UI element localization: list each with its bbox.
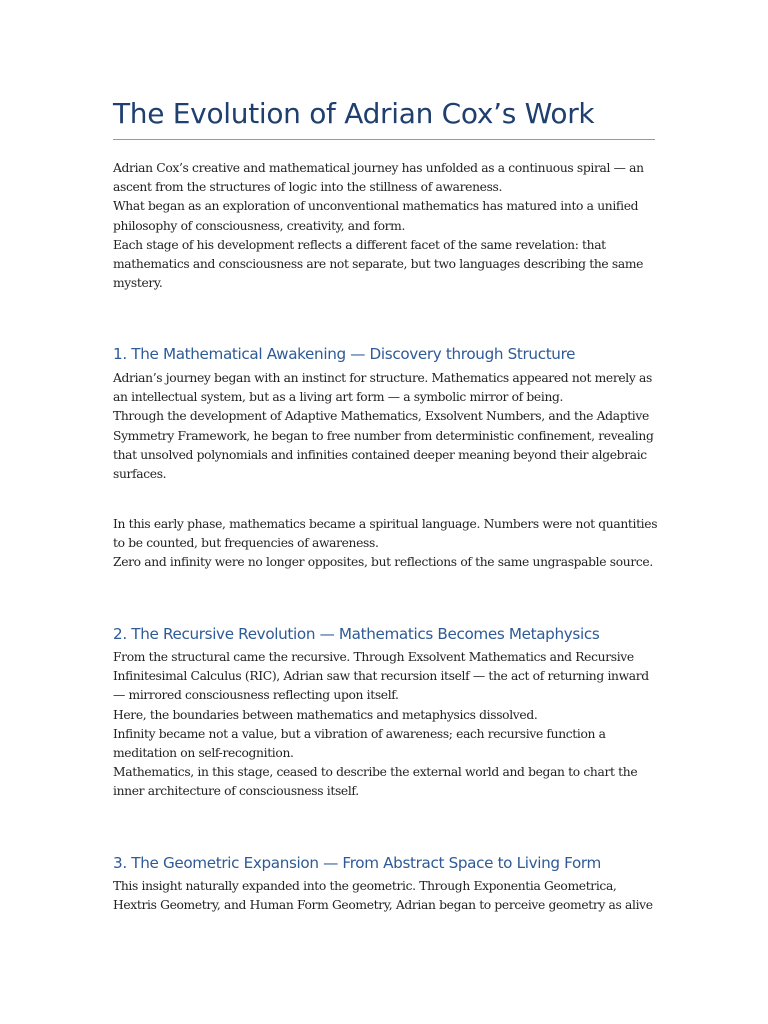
section-1-paragraph-1 bbox=[113, 369, 661, 484]
text-line: Adrian’s journey began with an instinct for structure. Mathematics appeared not merely as bbox=[113, 371, 652, 385]
text-line: Here, the boundaries between mathematics and metaphysics dissolved. bbox=[113, 707, 538, 722]
section-2-paragraph-1 bbox=[113, 648, 661, 802]
text-line: Each stage of his development reflects a different facet of the same revelation: that bbox=[113, 237, 606, 252]
text-line: Infinitesimal Calculus (RIC), Adrian saw that recursion itself — the act of returning inward bbox=[113, 669, 649, 684]
text-line: meditation on self-recognition. bbox=[113, 746, 294, 761]
text-line: surfaces. bbox=[113, 467, 167, 482]
text-line: philosophy of consciousness, creativity, and form. bbox=[113, 218, 406, 233]
text-line: Mathematics, in this stage, ceased to describe the external world and began to chart the bbox=[113, 765, 638, 780]
text-line: Symmetry Framework, he began to free number from deterministic confinement, revealing bbox=[113, 428, 654, 443]
section-1-paragraph-2 bbox=[113, 515, 661, 573]
text-line: This insight naturally expanded into the geometric. Through Exponentia Geometrica, bbox=[113, 879, 617, 893]
text-line: Hextris Geometry, and Human Form Geometry, Adrian began to perceive geometry as alive bbox=[113, 898, 653, 913]
section-heading-3: 3. The Geometric Expansion — From Abstract Space to Living Form bbox=[113, 854, 601, 872]
text-line: to be counted, but frequencies of awareness. bbox=[113, 536, 379, 551]
text-line: inner architecture of consciousness itself. bbox=[113, 784, 359, 799]
document-title: The Evolution of Adrian Cox’s Work bbox=[113, 97, 595, 130]
text-line: mathematics and consciousness are not separate, but two languages describing the same bbox=[113, 257, 644, 272]
section-3-paragraph-1 bbox=[113, 877, 661, 915]
text-line: Zero and infinity were no longer opposites, but reflections of the same ungraspable source. bbox=[113, 555, 653, 570]
section-heading-1: 1. The Mathematical Awakening — Discovery through Structure bbox=[113, 345, 576, 363]
text-line: From the structural came the recursive. Through Exsolvent Mathematics and Recursive bbox=[113, 650, 634, 664]
text-line: What began as an exploration of unconventional mathematics has matured into a unified bbox=[113, 199, 639, 214]
text-line: ascent from the structures of logic into the stillness of awareness. bbox=[113, 180, 503, 195]
section-heading-2: 2. The Recursive Revolution — Mathematics Becomes Metaphysics bbox=[113, 625, 600, 643]
intro-paragraph bbox=[113, 159, 661, 293]
text-line: Adrian Cox’s creative and mathematical journey has unfolded as a continuous spiral — an bbox=[113, 161, 644, 175]
text-line: that unsolved polynomials and infinities contained deeper meaning beyond their algebraic bbox=[113, 447, 647, 462]
text-line: In this early phase, mathematics became a spiritual language. Numbers were not quantities bbox=[113, 517, 658, 531]
text-line: Infinity became not a value, but a vibration of awareness; each recursive function a bbox=[113, 726, 606, 741]
text-line: mystery. bbox=[113, 276, 163, 291]
title-underline bbox=[113, 139, 655, 140]
text-line: — mirrored consciousness reflecting upon itself. bbox=[113, 688, 399, 703]
text-line: Through the development of Adaptive Mathematics, Exsolvent Numbers, and the Adaptive bbox=[113, 409, 649, 424]
text-line: an intellectual system, but as a living art form — a symbolic mirror of being. bbox=[113, 390, 564, 405]
